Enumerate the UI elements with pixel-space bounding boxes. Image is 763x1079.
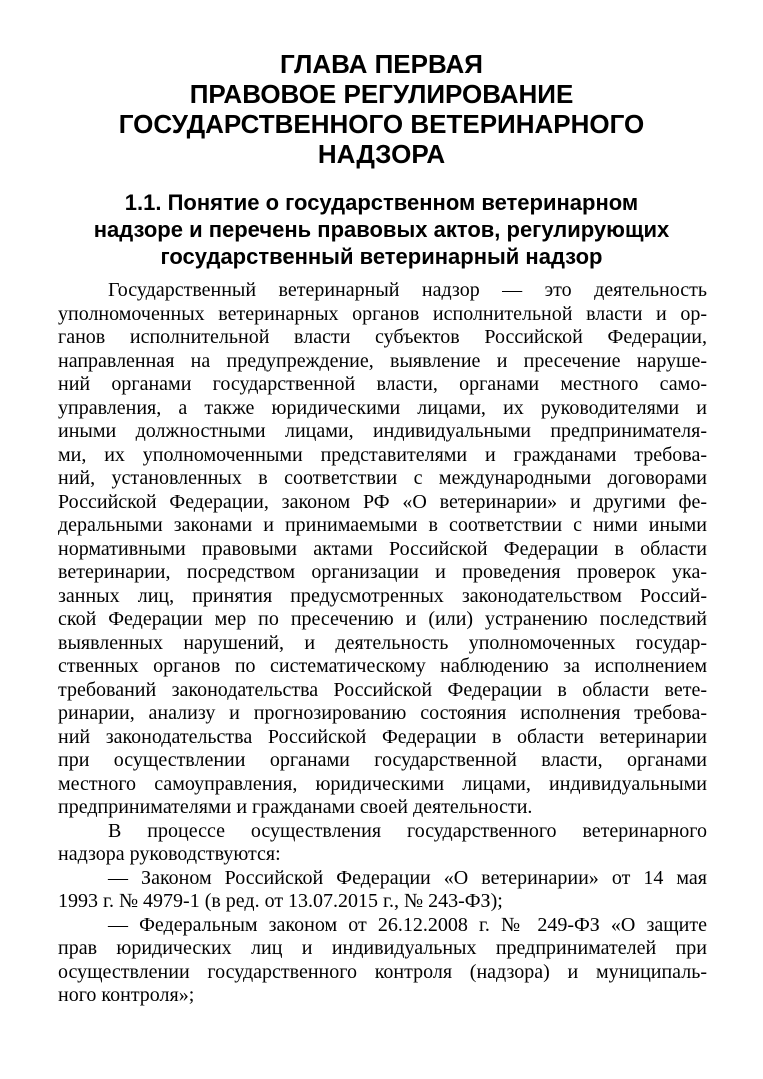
chapter-title xyxy=(0,0,763,169)
text-line: требований законодательства Российской Федерации в области вете- xyxy=(58,678,707,701)
chapter-title-line: ГОСУДАРСТВЕННОГО ВЕТЕРИНАРНОГО xyxy=(118,109,645,139)
text-line: — Федеральным законом от 26.12.2008 г. № 249-ФЗ «О защите xyxy=(108,913,707,936)
text-line: выявленных нарушений, и деятельность уполномоченных государ- xyxy=(58,631,707,654)
text-line: уполномоченных ветеринарных органов исполнительной власти и ор- xyxy=(58,302,707,325)
text-line: ного контроля»; xyxy=(58,984,195,1006)
section-title-line: 1.1. Понятие о государственном ветеринарном xyxy=(124,190,639,215)
text-line: ской Федерации мер по пресечению и (или) устранению последствий xyxy=(58,608,707,630)
text-line: В процессе осуществления государственного ветеринарного xyxy=(108,819,707,842)
paragraph xyxy=(58,279,707,820)
text-line: осуществлении государственного контроля (надзора) и муниципаль- xyxy=(58,960,707,983)
text-line: ринарии, анализу и прогнозированию состояния исполнения требова- xyxy=(58,702,707,724)
text-line: ветеринарии, посредством организации и проведения проверок ука- xyxy=(58,561,707,583)
text-line: иными должностными лицами, индивидуальными предпринимателя- xyxy=(58,420,707,442)
paragraph xyxy=(58,820,707,867)
text-line: 1993 г. № 4979-1 (в ред. от 13.07.2015 г., № 243-ФЗ); xyxy=(58,890,503,912)
body-text xyxy=(58,279,707,1008)
text-line: ний, установленных в соответствии с международными договорами xyxy=(58,467,707,489)
text-line: — Законом Российской Федерации «О ветеринарии» от 14 мая xyxy=(108,866,707,889)
text-line: ственных органов по систематическому наблюдению за исполнением xyxy=(58,655,707,677)
text-line: предпринимателями и гражданами своей деятельности. xyxy=(58,796,533,818)
section-title-line: государственный ветеринарный надзор xyxy=(160,244,603,269)
text-line: направленная на предупреждение, выявление и пресечение наруше- xyxy=(58,349,707,372)
text-line: управления, а также юридическими лицами, их руководителями и xyxy=(58,396,707,419)
text-line: ний органами государственной власти, органами местного само- xyxy=(58,373,707,395)
text-line: ний законодательства Российской Федерации в области ветеринарии xyxy=(58,725,707,748)
section-title xyxy=(28,189,735,270)
text-line: местного самоуправления, юридическими лицами, индивидуальными xyxy=(58,772,707,795)
paragraph xyxy=(58,867,707,914)
text-line: Российской Федерации, законом РФ «О ветеринарии» и другими фе- xyxy=(58,490,707,513)
text-line: Государственный ветеринарный надзор — это деятельность xyxy=(108,279,707,301)
chapter-title-line: НАДЗОРА xyxy=(317,139,446,169)
text-line: занных лиц, принятия предусмотренных законодательством Россий- xyxy=(58,584,707,607)
text-line: надзора руководствуются: xyxy=(58,843,281,865)
text-line: ганов исполнительной власти субъектов Российской Федерации, xyxy=(58,326,707,348)
paragraph xyxy=(58,914,707,1008)
text-line: при осуществлении органами государственной власти, органами xyxy=(58,749,707,771)
text-line: прав юридических лиц и индивидуальных предпринимателей при xyxy=(58,937,707,959)
text-line: ми, их уполномоченными представителями и гражданами требова- xyxy=(58,443,707,466)
chapter-title-line: ГЛАВА ПЕРВАЯ xyxy=(280,49,483,79)
text-line: деральными законами и принимаемыми в соответствии с ними иными xyxy=(58,514,707,536)
text-line: нормативными правовыми актами Российской Федерации в области xyxy=(58,537,707,560)
chapter-title-line: ПРАВОВОЕ РЕГУЛИРОВАНИЕ xyxy=(189,79,574,109)
section-title-line: надзоре и перечень правовых актов, регулирующих xyxy=(93,217,670,242)
